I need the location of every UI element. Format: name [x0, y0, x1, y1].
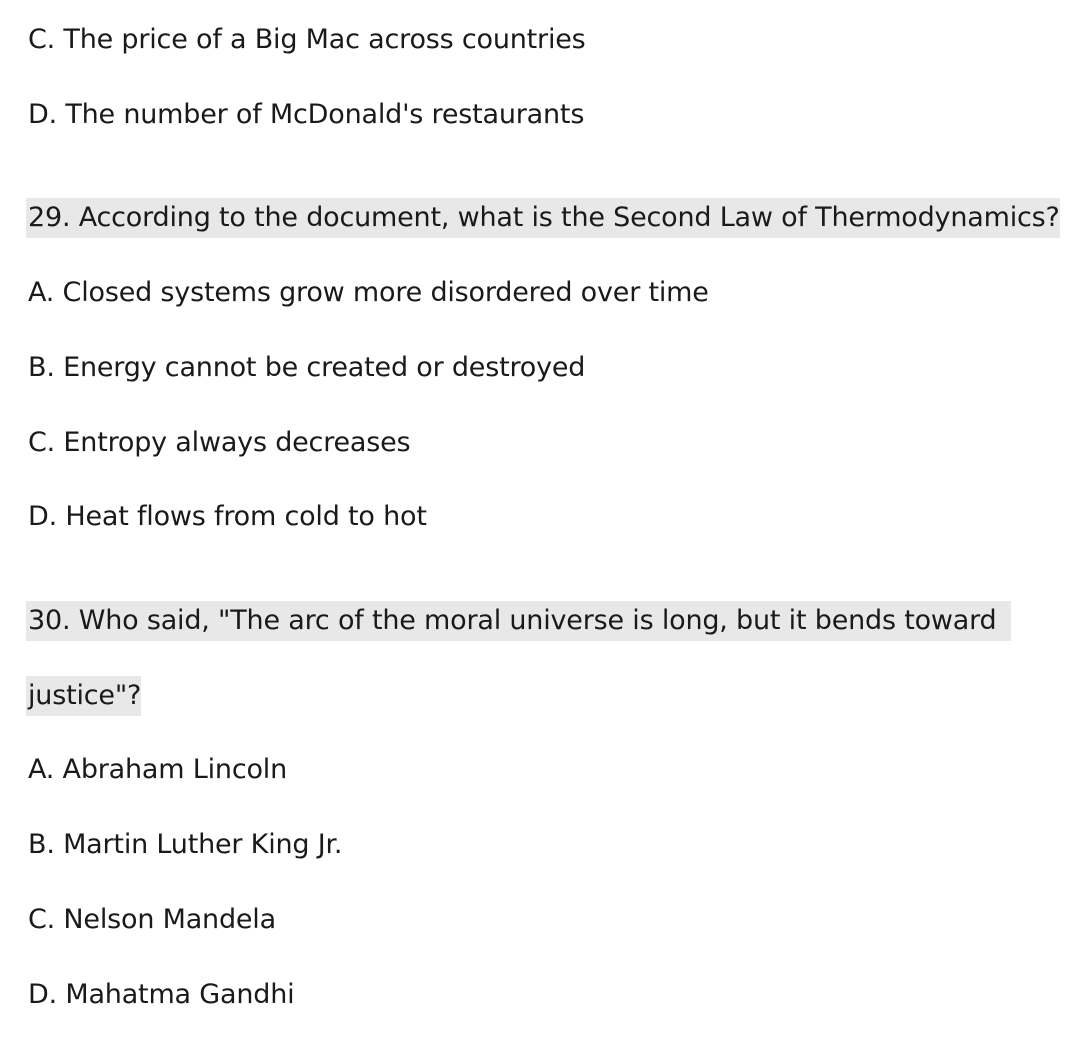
- question-30-option-b: B. Martin Luther King Jr.: [28, 829, 343, 860]
- question-30-line-1: 30. Who said, "The arc of the moral universe is long, but it bends toward: [26, 601, 1011, 641]
- option-c-prev: C. The price of a Big Mac across countries: [28, 24, 586, 55]
- question-29-option-c: C. Entropy always decreases: [28, 427, 411, 458]
- question-29-option-b: B. Energy cannot be created or destroyed: [28, 352, 586, 383]
- question-29-option-a: A. Closed systems grow more disordered over time: [28, 277, 709, 308]
- question-30-option-d: D. Mahatma Gandhi: [28, 979, 295, 1010]
- question-29-option-d: D. Heat flows from cold to hot: [28, 501, 427, 532]
- question-30-line-2: justice"?: [26, 676, 141, 716]
- question-30-option-c: C. Nelson Mandela: [28, 904, 276, 935]
- option-d-prev: D. The number of McDonald's restaurants: [28, 99, 585, 130]
- question-30-option-a: A. Abraham Lincoln: [28, 754, 287, 785]
- question-29: 29. According to the document, what is the Second Law of Thermodynamics?: [26, 198, 1060, 238]
